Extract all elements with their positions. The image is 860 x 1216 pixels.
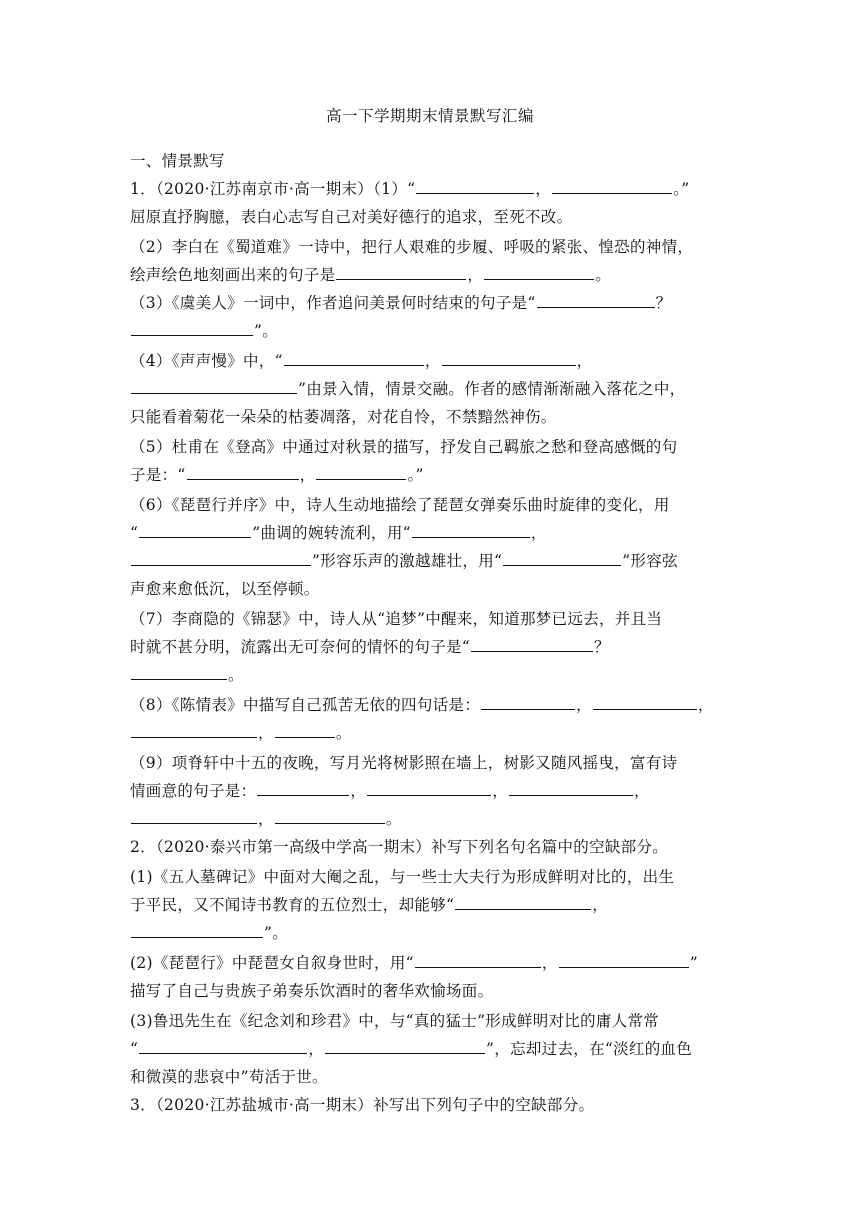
answer-blank[interactable] <box>455 894 591 910</box>
answer-blank[interactable] <box>593 694 697 710</box>
question-1-7-line-2: 时就不甚分明，流露出无可奈何的情怀的句子是“ ？ <box>130 638 610 656</box>
question-1-2-line-1: （2）李白在《蜀道难》一诗中，把行人艰难的步履、呼吸的紧张、惶恐的神情， <box>130 238 694 256</box>
answer-blank[interactable] <box>503 550 621 566</box>
question-2-3-line-1: (3)鲁迅先生在《纪念刘和珍君》中，与“真的猛士”形成鲜明对比的庸人常常 <box>130 1012 660 1030</box>
question-3-heading: 3．（2020·江苏盐城市·高一期末）补写出下列句子中的空缺部分。 <box>130 1096 595 1114</box>
question-1-3-line-1: （3）《虞美人》一词中，作者追问美景何时结束的句子是“ ？ <box>130 294 672 312</box>
answer-blank[interactable] <box>416 178 534 194</box>
answer-blank[interactable] <box>316 464 406 480</box>
question-1-4-line-2: ”由景入情，情景交融。作者的感情渐渐融入落花之中， <box>130 378 730 400</box>
answer-blank[interactable] <box>415 952 541 968</box>
answer-blank[interactable] <box>187 464 299 480</box>
answer-blank[interactable] <box>336 264 466 280</box>
answer-blank[interactable] <box>484 264 594 280</box>
answer-blank[interactable] <box>131 922 263 938</box>
answer-blank[interactable] <box>367 780 491 796</box>
question-1-3-line-2: ”。 <box>130 320 730 342</box>
answer-blank[interactable] <box>552 178 672 194</box>
answer-blank[interactable] <box>537 292 655 308</box>
question-1-5-line-2: 子是：“ ， 。” <box>130 466 424 484</box>
question-2-1-line-3: ”。 <box>130 922 730 944</box>
answer-blank[interactable] <box>442 350 576 366</box>
question-1-9-line-3: ， 。 <box>130 808 730 830</box>
question-2-3-line-3: 和微漠的悲哀中”苟活于世。 <box>130 1068 328 1086</box>
answer-blank[interactable] <box>131 722 257 738</box>
question-1-9-line-2: 情画意的句子是： ， ， ， <box>130 782 650 800</box>
answer-blank[interactable] <box>131 320 253 336</box>
answer-blank[interactable] <box>139 522 251 538</box>
answer-blank[interactable] <box>139 1038 307 1054</box>
question-1-6-line-2: “ ”曲调的婉转流利，用“ ， <box>130 524 547 542</box>
question-2-2-line-2: 描写了自己与贵族子弟奏乐饮酒时的奢华欢愉场面。 <box>130 982 494 1000</box>
answer-blank[interactable] <box>131 378 297 394</box>
answer-blank[interactable] <box>559 952 689 968</box>
question-1-2-line-2: 绘声绘色地刻画出来的句子是 ， 。 <box>130 266 612 284</box>
answer-blank[interactable] <box>325 1038 485 1054</box>
question-1-9-line-1: （9）项脊轩中十五的夜晚，写月光将树影照在墙上，树影又随风摇曳，富有诗 <box>130 754 678 772</box>
question-1-line-1: 1．（2020·江苏南京市·高一期末）（1）“ ， 。” <box>130 180 690 198</box>
question-1-6-line-4: 声愈来愈低沉，以至停顿。 <box>130 580 320 598</box>
document-title: 高一下学期期末情景默写汇编 <box>325 107 534 125</box>
question-1-7-line-1: （7）李商隐的《锦瑟》中，诗人从“追梦”中醒来，知道那梦已远去，并且当 <box>130 610 663 628</box>
answer-blank[interactable] <box>481 694 575 710</box>
answer-blank[interactable] <box>471 636 593 652</box>
answer-blank[interactable] <box>509 780 633 796</box>
question-2-1-line-2: 于平民，又不闻诗书教育的五位烈士，却能够“ ， <box>130 896 609 914</box>
question-2-heading: 2．（2020·泰兴市第一高级中学高一期末）补写下列名句名篇中的空缺部分。 <box>130 838 669 856</box>
answer-blank[interactable] <box>275 722 335 738</box>
question-1-6-line-1: （6）《琵琶行并序》中，诗人生动地描绘了琵琶女弹奏乐曲时旋律的变化，用 <box>130 496 670 514</box>
question-1-4-line-1: （4）《声声慢》中，“ ， ， <box>130 352 593 370</box>
question-1-4-line-3: 只能看着菊花一朵朵的枯萎凋落，对花自怜，不禁黯然神伤。 <box>130 408 557 426</box>
answer-blank[interactable] <box>284 350 424 366</box>
question-2-2-line-1: (2)《琵琶行》中琵琶女自叙身世时，用“ ， ” <box>130 954 698 972</box>
answer-blank[interactable] <box>131 664 227 680</box>
answer-blank[interactable] <box>412 522 530 538</box>
question-1-line-2: 屈原直抒胸臆，表白心志写自己对美好德行的追求，至死不改。 <box>130 208 573 226</box>
section-heading: 一、情景默写 <box>130 152 225 170</box>
question-1-8-line-2: ， 。 <box>130 722 730 744</box>
question-2-1-line-1: (1)《五人墓碑记》中面对大阉之乱，与一些士大夫行为形成鲜明对比的，出生 <box>130 868 675 886</box>
question-1-7-line-3: 。 <box>130 664 730 686</box>
answer-blank[interactable] <box>131 808 257 824</box>
question-1-6-line-3: ”形容乐声的激越雄壮，用“ ”形容弦 <box>130 550 730 572</box>
answer-blank[interactable] <box>275 808 385 824</box>
question-1-8-line-1: （8）《陈情表》中描写自己孤苦无依的四句话是： ， ， <box>130 696 714 714</box>
question-1-5-line-1: （5）杜甫在《登高》中通过对秋景的描写，抒发自己羁旅之愁和登高感慨的句 <box>130 438 678 456</box>
answer-blank[interactable] <box>257 780 349 796</box>
answer-blank[interactable] <box>131 550 311 566</box>
question-2-3-line-2: “ ， ”，忘却过去，在“淡红的血色 <box>130 1040 693 1058</box>
